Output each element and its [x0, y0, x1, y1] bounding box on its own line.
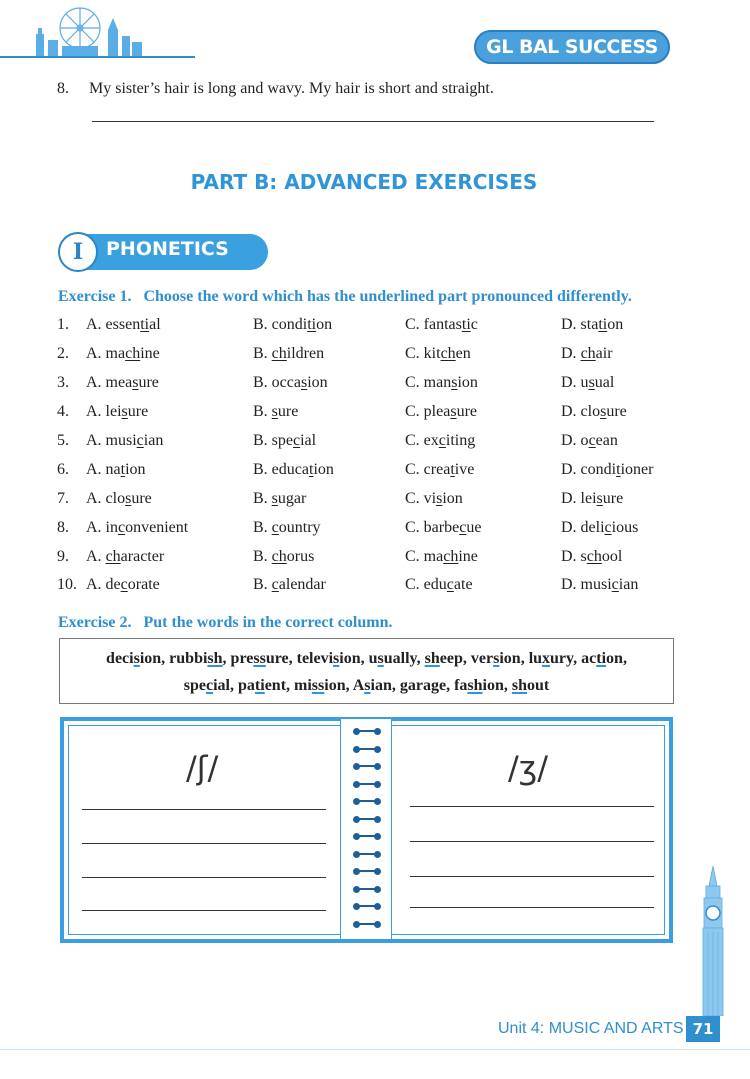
option-b[interactable]: B. sugar — [253, 490, 307, 507]
option-d[interactable]: D. musician — [561, 576, 639, 593]
row-number: 2. — [57, 345, 69, 362]
row-number: 8. — [57, 519, 69, 536]
left-answer-line[interactable] — [82, 843, 326, 844]
exercise2-instruction: Put the words in the correct column. — [143, 614, 393, 631]
option-c[interactable]: C. educate — [405, 576, 473, 593]
spiral-ring — [353, 780, 381, 788]
sorting-notebook — [60, 717, 673, 943]
column-left-symbol: /ʃ/ — [186, 749, 219, 787]
word-bank-word: version, — [470, 650, 529, 667]
spiral-ring — [353, 727, 381, 735]
word-bank-word: patient, — [238, 677, 295, 694]
notebook-spine — [340, 719, 392, 939]
word-bank-word: decision, — [106, 650, 170, 667]
row-number: 5. — [57, 432, 69, 449]
word-bank-word: sheep, — [424, 650, 471, 667]
option-c[interactable]: C. kitchen — [405, 345, 471, 362]
option-b[interactable]: B. country — [253, 519, 321, 536]
spiral-ring — [353, 832, 381, 840]
spiral-ring — [353, 850, 381, 858]
word-bank-word: television, — [296, 650, 369, 667]
option-d[interactable]: D. conditioner — [561, 461, 654, 478]
option-b[interactable]: B. occasion — [253, 374, 328, 391]
option-c[interactable]: C. barbecue — [405, 519, 482, 536]
option-d[interactable]: D. leisure — [561, 490, 624, 507]
option-d[interactable]: D. ocean — [561, 432, 618, 449]
option-d[interactable]: D. school — [561, 548, 623, 565]
option-c[interactable]: C. exciting — [405, 432, 476, 449]
option-d[interactable]: D. delicious — [561, 519, 639, 536]
option-b[interactable]: B. calendar — [253, 576, 326, 593]
word-bank-word: special, — [183, 677, 238, 694]
left-answer-line[interactable] — [82, 910, 326, 911]
option-a[interactable]: A. closure — [86, 490, 152, 507]
option-a[interactable]: A. musician — [86, 432, 164, 449]
question-number: 8. — [57, 80, 69, 97]
spiral-ring — [353, 902, 381, 910]
spiral-ring — [353, 867, 381, 875]
row-number: 3. — [57, 374, 69, 391]
row-number: 4. — [57, 403, 69, 420]
word-bank-line-2 — [60, 672, 673, 699]
right-answer-line[interactable] — [410, 907, 654, 908]
spiral-ring — [353, 745, 381, 753]
word-bank-word: mission, — [294, 677, 353, 694]
option-b[interactable]: B. special — [253, 432, 317, 449]
spiral-ring — [353, 885, 381, 893]
big-ben-icon — [697, 866, 729, 1016]
option-c[interactable]: C. mansion — [405, 374, 478, 391]
exercise1-heading — [58, 288, 632, 306]
option-a[interactable]: A. decorate — [86, 576, 160, 593]
exercise1-instruction: Choose the word which has the underlined part pronounced differently. — [143, 288, 632, 305]
spiral-ring — [353, 920, 381, 928]
footer-rule — [0, 1049, 750, 1050]
left-answer-line[interactable] — [82, 809, 326, 810]
option-b[interactable]: B. education — [253, 461, 334, 478]
word-bank-word: garage, — [399, 677, 455, 694]
option-a[interactable]: A. inconvenient — [86, 519, 189, 536]
global-success-logo: GL BAL SUCCESS — [474, 30, 670, 64]
option-b[interactable]: B. children — [253, 345, 325, 362]
spiral-ring — [353, 762, 381, 770]
exercise2-label: Exercise 2. — [58, 614, 132, 631]
option-b[interactable]: B. chorus — [253, 548, 315, 565]
word-bank-word: luxury, — [528, 650, 582, 667]
option-a[interactable]: A. essential — [86, 316, 161, 333]
option-d[interactable]: D. station — [561, 316, 624, 333]
word-bank-word: usually, — [368, 650, 425, 667]
question-text: My sister’s hair is long and wavy. My hair is short and straight. — [89, 80, 494, 97]
row-number: 1. — [57, 316, 69, 333]
word-bank-word: action, — [581, 650, 627, 667]
spiral-ring — [353, 797, 381, 805]
page-number: 71 — [686, 1016, 720, 1042]
section-banner — [58, 232, 268, 272]
option-c[interactable]: C. machine — [405, 548, 478, 565]
right-answer-line[interactable] — [410, 806, 654, 807]
left-answer-line[interactable] — [82, 877, 326, 878]
word-bank-word: shout — [511, 677, 550, 694]
word-bank-word: pressure, — [230, 650, 297, 667]
word-bank — [59, 638, 674, 704]
word-bank-word: fashion, — [454, 677, 512, 694]
option-c[interactable]: C. pleasure — [405, 403, 477, 420]
unit-title: Unit 4: MUSIC AND ARTS — [498, 1020, 684, 1037]
column-right-symbol: /ʒ/ — [508, 749, 549, 787]
word-bank-word: rubbish, — [169, 650, 231, 667]
exercise1-label: Exercise 1. — [58, 288, 132, 305]
option-a[interactable]: A. machine — [86, 345, 160, 362]
option-c[interactable]: C. vision — [405, 490, 463, 507]
option-a[interactable]: A. leisure — [86, 403, 149, 420]
row-number: 6. — [57, 461, 69, 478]
option-b[interactable]: B. sure — [253, 403, 299, 420]
option-c[interactable]: C. creative — [405, 461, 475, 478]
header-rule — [0, 56, 195, 58]
word-bank-word: Asian, — [352, 677, 400, 694]
exercise2-heading — [58, 614, 392, 632]
option-d[interactable]: D. usual — [561, 374, 615, 391]
row-number: 10. — [57, 576, 77, 593]
part-title: PART B: ADVANCED EXERCISES — [190, 170, 538, 194]
london-skyline-icon — [22, 6, 147, 58]
word-bank-line-1 — [60, 645, 673, 672]
option-d[interactable]: D. closure — [561, 403, 627, 420]
option-d[interactable]: D. chair — [561, 345, 613, 362]
section-title: PHONETICS — [106, 238, 229, 260]
option-a[interactable]: A. nation — [86, 461, 146, 478]
option-b[interactable]: B. condition — [253, 316, 333, 333]
row-number: 9. — [57, 548, 69, 565]
right-answer-line[interactable] — [410, 841, 654, 842]
question-8 — [57, 80, 494, 98]
spiral-ring — [353, 815, 381, 823]
right-answer-line[interactable] — [410, 876, 654, 877]
section-numeral: I — [58, 232, 98, 272]
answer-line — [92, 121, 654, 122]
option-c[interactable]: C. fantastic — [405, 316, 478, 333]
row-number: 7. — [57, 490, 69, 507]
option-a[interactable]: A. character — [86, 548, 165, 565]
option-a[interactable]: A. measure — [86, 374, 159, 391]
